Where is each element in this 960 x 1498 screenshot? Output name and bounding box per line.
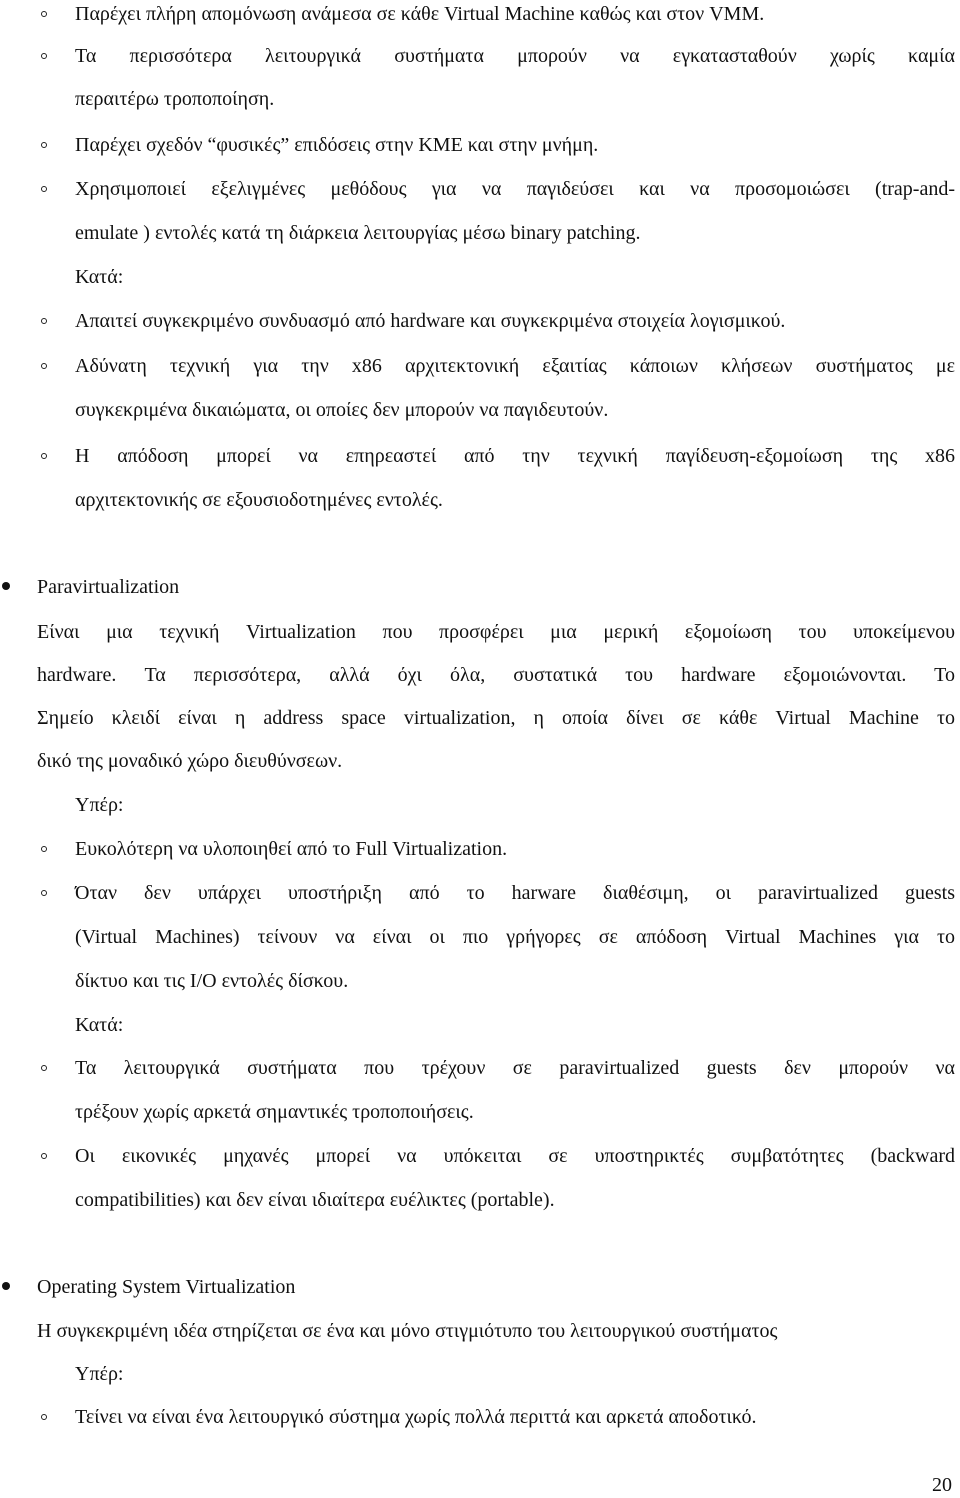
paragraph-line: hardware. Τα περισσότερα, αλλά όχι όλα, συστατικά του hardware εξομοιώνονται. Το <box>37 664 955 686</box>
bullet-text-cont: αρχιτεκτονικής σε εξουσιοδοτημένες εντολές. <box>75 489 443 511</box>
bullet-text-cont: συγκεκριμένα δικαιώματα, οι οποίες δεν μπορούν να παγιδευτούν. <box>75 399 609 421</box>
section-heading-paravirtualization: Paravirtualization <box>37 576 180 598</box>
bullet-text-cont: δίκτυο και τις I/O εντολές δίσκου. <box>75 970 349 992</box>
bullet-text: Τα λειτουργικά συστήματα που τρέχουν σε paravirtualized guests δεν μπορούν να <box>75 1057 955 1079</box>
pros-label: Υπέρ: <box>75 794 124 816</box>
paragraph-line: Σημείο κλειδί είναι η address space virtualization, η οποία δίνει σε κάθε Virtual Machine το <box>37 707 955 729</box>
bullet-dot-icon <box>2 1282 10 1290</box>
cons-label: Κατά: <box>75 266 124 288</box>
hollow-bullet-icon <box>41 1414 47 1420</box>
bullet-text: Παρέχει σχεδόν “φυσικές” επιδόσεις στην ΚΜΕ και στην μνήμη. <box>75 134 599 156</box>
bullet-text-cont: τρέξουν χωρίς αρκετά σημαντικές τροποποιήσεις. <box>75 1101 474 1123</box>
paragraph-line: δικό της μοναδικό χώρο διευθύνσεων. <box>37 750 343 772</box>
bullet-text-cont: περαιτέρω τροποποίηση. <box>75 88 275 110</box>
hollow-bullet-icon <box>41 186 47 192</box>
cons-label: Κατά: <box>75 1014 124 1036</box>
bullet-text: Όταν δεν υπάρχει υποστήριξη από το harware διαθέσιμη, οι paravirtualized guests <box>75 882 955 904</box>
section-heading-os-virtualization: Operating System Virtualization <box>37 1276 296 1298</box>
bullet-dot-icon <box>2 582 10 590</box>
pros-label: Υπέρ: <box>75 1363 124 1385</box>
page-number: 20 <box>932 1474 952 1496</box>
bullet-text: Ευκολότερη να υλοποιηθεί από το Full Virtualization. <box>75 838 508 860</box>
hollow-bullet-icon <box>41 1153 47 1159</box>
bullet-text-cont: (Virtual Machines) τείνουν να είναι οι πιο γρήγορες σε απόδοση Virtual Machines για το <box>75 926 955 948</box>
bullet-text: Αδύνατη τεχνική για την x86 αρχιτεκτονική εξαιτίας κάποιων κλήσεων συστήματος με <box>75 355 955 377</box>
bullet-text: Χρησιμοποιεί εξελιγμένες μεθόδους για να παγιδεύσει και να προσομοιώσει (trap-and- <box>75 178 955 200</box>
hollow-bullet-icon <box>41 1065 47 1071</box>
bullet-text: Απαιτεί συγκεκριμένο συνδυασμό από hardware και συγκεκριμένα στοιχεία λογισμικού. <box>75 310 786 332</box>
bullet-text: Τείνει να είναι ένα λειτουργικό σύστημα χωρίς πολλά περιττά και αρκετά αποδοτικό. <box>75 1406 757 1428</box>
bullet-text: Τα περισσότερα λειτουργικά συστήματα μπορούν να εγκατασταθούν χωρίς καμία <box>75 45 955 67</box>
hollow-bullet-icon <box>41 53 47 59</box>
hollow-bullet-icon <box>41 363 47 369</box>
hollow-bullet-icon <box>41 318 47 324</box>
bullet-text: Οι εικονικές μηχανές μπορεί να υπόκειται σε υποστηρικτές συμβατότητες (backward <box>75 1145 955 1167</box>
hollow-bullet-icon <box>41 453 47 459</box>
hollow-bullet-icon <box>41 142 47 148</box>
hollow-bullet-icon <box>41 890 47 896</box>
paragraph-line: Είναι μια τεχνική Virtualization που προσφέρει μια μερική εξομοίωση του υποκείμενου <box>37 621 955 643</box>
paragraph-line: Η συγκεκριμένη ιδέα στηρίζεται σε ένα και μόνο στιγμιότυπο του λειτουργικού συστήματος <box>37 1320 778 1342</box>
bullet-text: Η απόδοση μπορεί να επηρεαστεί από την τεχνική παγίδευση-εξομοίωση της x86 <box>75 445 955 467</box>
bullet-text-cont: emulate ) εντολές κατά τη διάρκεια λειτουργίας μέσω binary patching. <box>75 222 641 244</box>
hollow-bullet-icon <box>41 11 47 17</box>
bullet-text-cont: compatibilities) και δεν είναι ιδιαίτερα ευέλικτες (portable). <box>75 1189 555 1211</box>
hollow-bullet-icon <box>41 846 47 852</box>
bullet-text: Παρέχει πλήρη απομόνωση ανάμεσα σε κάθε Virtual Machine καθώς και στον VMM. <box>75 3 765 25</box>
